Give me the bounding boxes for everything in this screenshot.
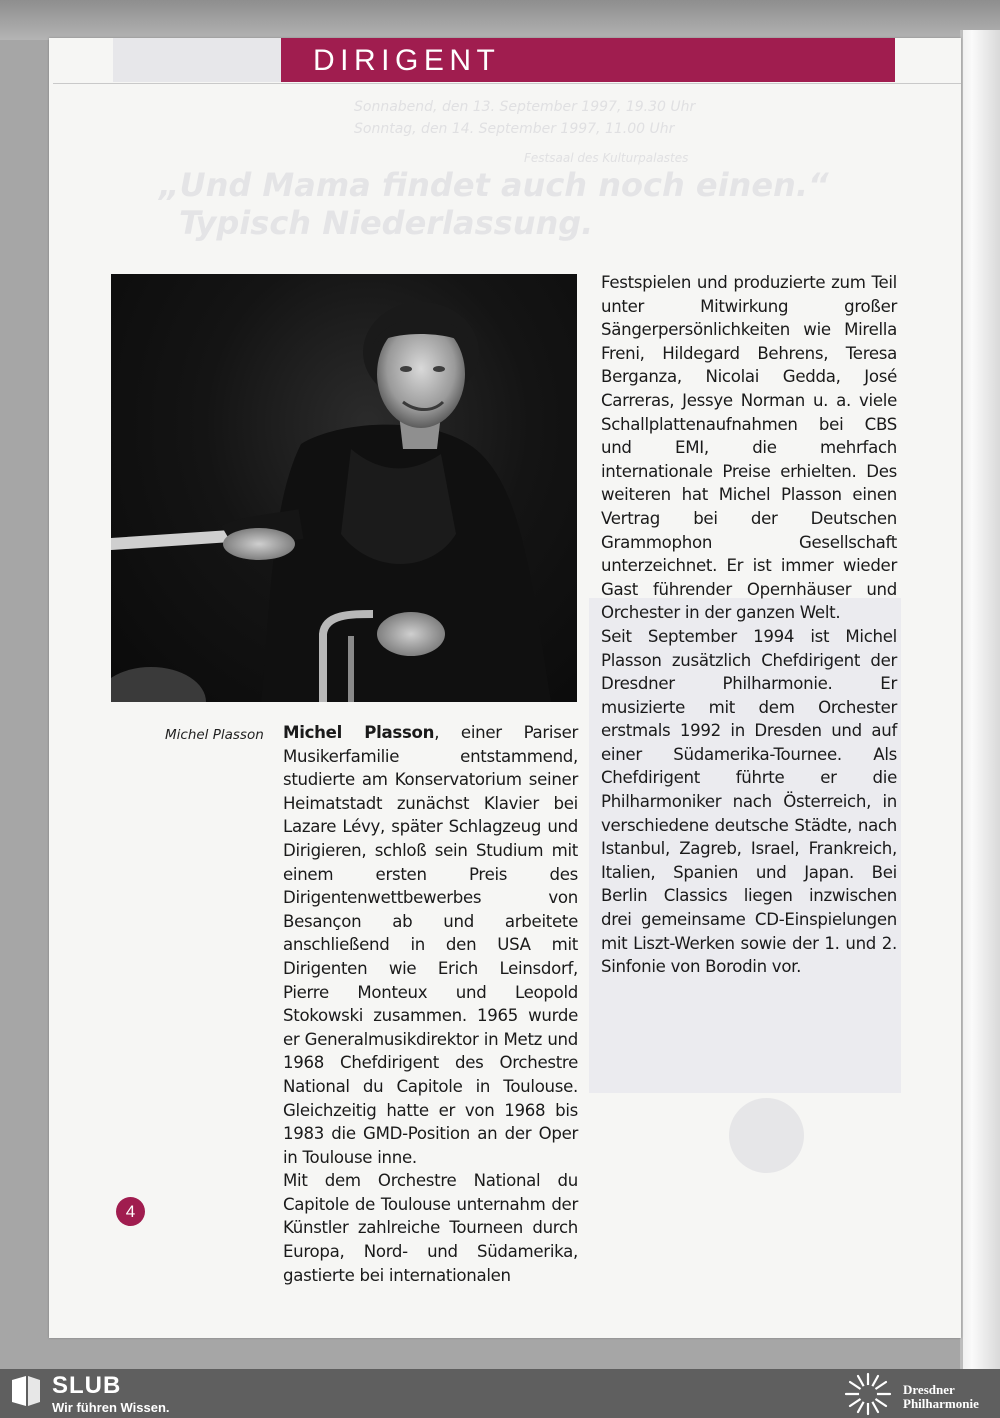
paragraph-biography <box>283 721 578 1169</box>
bleed-through-circle <box>729 1098 804 1173</box>
bleed-through-dates <box>354 96 695 140</box>
article-column-right <box>601 271 897 979</box>
photo-illustration <box>111 274 577 702</box>
philharmonie-sunburst-icon <box>842 1372 894 1416</box>
paragraph-touring-continued: Festspielen und produzierte zum Teil unter Mitwirkung großer Sängerpersönlichkeiten wie Mirella Freni, Hildegard Behrens, Teresa Berganza, Nicolai Gedda, José Carreras, Jessye Norman u. a. viele Schallplattenaufnahmen bei CBS und EMI, die mehrfach internationale Preise erhielten. Des weiteren hat Michel Plasson einen Vertrag bei der Deutschen Grammophon Gesellschaft unterzeichnet. Er ist immer wieder Gast führender Opernhäuser und Orchester in der ganzen Welt. <box>601 273 897 623</box>
partner-name-line2: Philharmonie <box>903 1396 979 1411</box>
header-ghost-block <box>113 38 283 82</box>
partner-name-line1: Dresdner <box>903 1382 955 1397</box>
scan-facing-page-edge <box>960 30 1000 1370</box>
lead-name: Michel Plasson <box>283 723 435 742</box>
page-number-badge: 4 <box>116 1197 145 1226</box>
slub-tagline: Wir führen Wissen. <box>52 1400 170 1415</box>
paragraph-chief-conductor: Seit September 1994 ist Michel Plasson zusätzlich Chefdirigent der Dresdner Philharmonie. Er musizierte mit dem Orchester erstmals 1992 in Dresden und auf einer Südamerika-Tournee. Als Chefdirigent führte er die Philharmoniker nach Österreich, in verschiedene deutsche Städte, nach Istanbul, Zagreb, Israel, Frankreich, Italien, Spanien und Japan. Bei Berlin Classics liegen inzwischen drei gemeinsame CD-Einspielungen mit Liszt-Werken sowie der 1. und 2. Sinfonie von Borodin vor. <box>601 626 897 977</box>
bleed-through-headline-1: „Und Mama findet auch noch einen.“ <box>159 166 829 204</box>
paragraph-touring: Mit dem Orchestre National du Capitole de Toulouse unternahm der Künstler zahlreiche Tourneen durch Europa, Nord- und Südamerika, gastierte bei internationalen <box>283 1171 578 1285</box>
slub-book-icon <box>10 1374 42 1408</box>
scan-background-top <box>0 0 1000 40</box>
article-column-left <box>283 721 578 1287</box>
section-title: DIRIGENT <box>313 44 501 77</box>
paragraph-biography-text: , einer Pariser Musikerfamilie entstammend, studierte am Konservatorium seiner Heimatstadt zunächst Klavier bei Lazare Lévy, später Schlagzeug und Dirigieren, schloß sein Studium mit einem ersten Preis des Dirigentenwettbewerbes von Besançon ab und arbeitete anschließend in den USA mit Dirigenten wie Erich Leinsdorf, Pierre Monteux und Leopold Stokowski zusammen. 1965 wurde er Generalmusikdirektor in Metz und 1968 Chefdirigent des Orchestre National du Capitole in Toulouse. Gleichzeitig hatte er von 1968 bis 1983 die GMD-Position an der Oper in Toulouse inne. <box>283 723 579 1167</box>
slub-name: SLUB <box>52 1372 122 1399</box>
document-page <box>49 38 961 1338</box>
bleed-through-headline <box>159 166 829 242</box>
bleed-through-date-1: Sonnabend, den 13. September 1997, 19.30 Uhr <box>354 99 696 115</box>
conductor-photo <box>111 274 577 702</box>
bleed-through-venue: Festsaal des Kulturpalastes <box>524 151 689 165</box>
header-rule <box>53 83 961 84</box>
photo-caption: Michel Plasson <box>165 727 264 743</box>
bleed-through-headline-2: Typisch Niederlassung. <box>179 204 594 242</box>
bleed-through-date-2: Sonntag, den 14. September 1997, 11.00 Uhr <box>354 121 675 137</box>
footer-bar <box>0 1369 1000 1418</box>
